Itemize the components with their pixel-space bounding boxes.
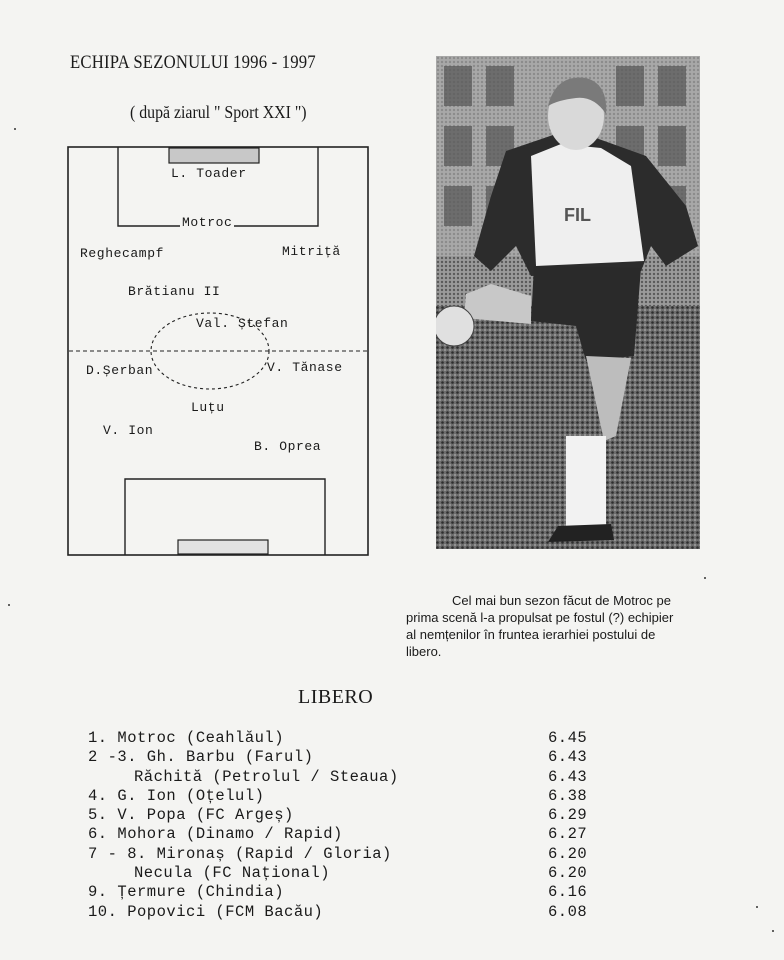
ranking-name: 10. Popovici (FCM Bacău) [88,902,324,921]
section-heading: LIBERO [298,686,374,708]
player-left-back: Mitriță [282,244,341,259]
ranking-row [88,864,608,883]
scan-speck [704,577,706,579]
ranking-row [88,903,608,922]
ranking-name: Răchită (Petrolul / Steaua) [134,767,399,786]
caption-line: prima scenă l-a propulsat pe fostul (?) echipier [406,610,674,625]
ranking-name: 4. G. Ion (Oțelul) [88,786,265,805]
ranking-name: 2 -3. Gh. Barbu (Farul) [88,748,314,767]
player-left-mid: V. Tănase [267,360,343,375]
player-sweeper: Motroc [182,215,233,230]
player-right-mid: D.Șerban [86,363,154,378]
ranking-score: 6.38 [548,786,588,805]
caption-line: Cel mai bun sezon făcut de Motroc pe [452,593,671,608]
ranking-list [88,729,608,922]
player-defensive-mid: Brătianu II [128,284,221,299]
ranking-score: 6.27 [548,825,588,844]
ranking-row [88,806,608,825]
ranking-name: 9. Țermure (Chindia) [88,883,285,902]
formation-pitch [67,146,369,556]
ranking-score: 6.43 [548,748,588,767]
player-photo-image [436,56,700,549]
photo-caption [406,592,720,660]
player-central-mid: Val. Ștefan [196,316,289,331]
scan-speck [756,906,758,908]
ranking-row [88,768,608,787]
ranking-name: 1. Motroc (Ceahlăul) [88,729,285,747]
jersey-text: FIL [564,205,591,225]
ranking-score: 6.29 [548,806,588,825]
page-subtitle: ( după ziarul " Sport XXI ") [130,102,307,122]
ranking-score: 6.45 [548,729,588,747]
caption-line: al nemțenilor în fruntea ierarhiei postului de [406,627,656,642]
scan-speck [8,604,10,606]
ranking-score: 6.43 [548,767,588,786]
ranking-name: 7 - 8. Mironaș (Rapid / Gloria) [88,844,392,863]
ranking-name: Necula (FC Național) [134,864,331,883]
ranking-score: 6.08 [548,902,588,921]
pitch-lines [67,146,369,556]
ranking-name: 6. Mohora (Dinamo / Rapid) [88,825,343,844]
scan-speck [772,930,774,932]
ranking-row [88,825,608,844]
ranking-row [88,729,608,748]
player-goalkeeper: L. Toader [171,166,247,181]
player-forward-left: B. Oprea [254,439,322,454]
ranking-score: 6.20 [548,864,588,883]
ranking-row [88,845,608,864]
ranking-row [88,883,608,902]
player-photo [436,56,700,549]
scan-speck [14,128,16,130]
ranking-row [88,787,608,806]
player-attacking-mid: Luțu [191,400,225,415]
player-right-back: Reghecampf [80,246,165,261]
ranking-row [88,748,608,767]
ranking-score: 6.20 [548,844,588,863]
caption-line: libero. [406,644,442,659]
page-title: ECHIPA SEZONULUI 1996 - 1997 [70,52,316,73]
player-forward-right: V. Ion [103,423,154,438]
ranking-score: 6.16 [548,883,588,902]
ranking-name: 5. V. Popa (FC Argeș) [88,806,294,825]
